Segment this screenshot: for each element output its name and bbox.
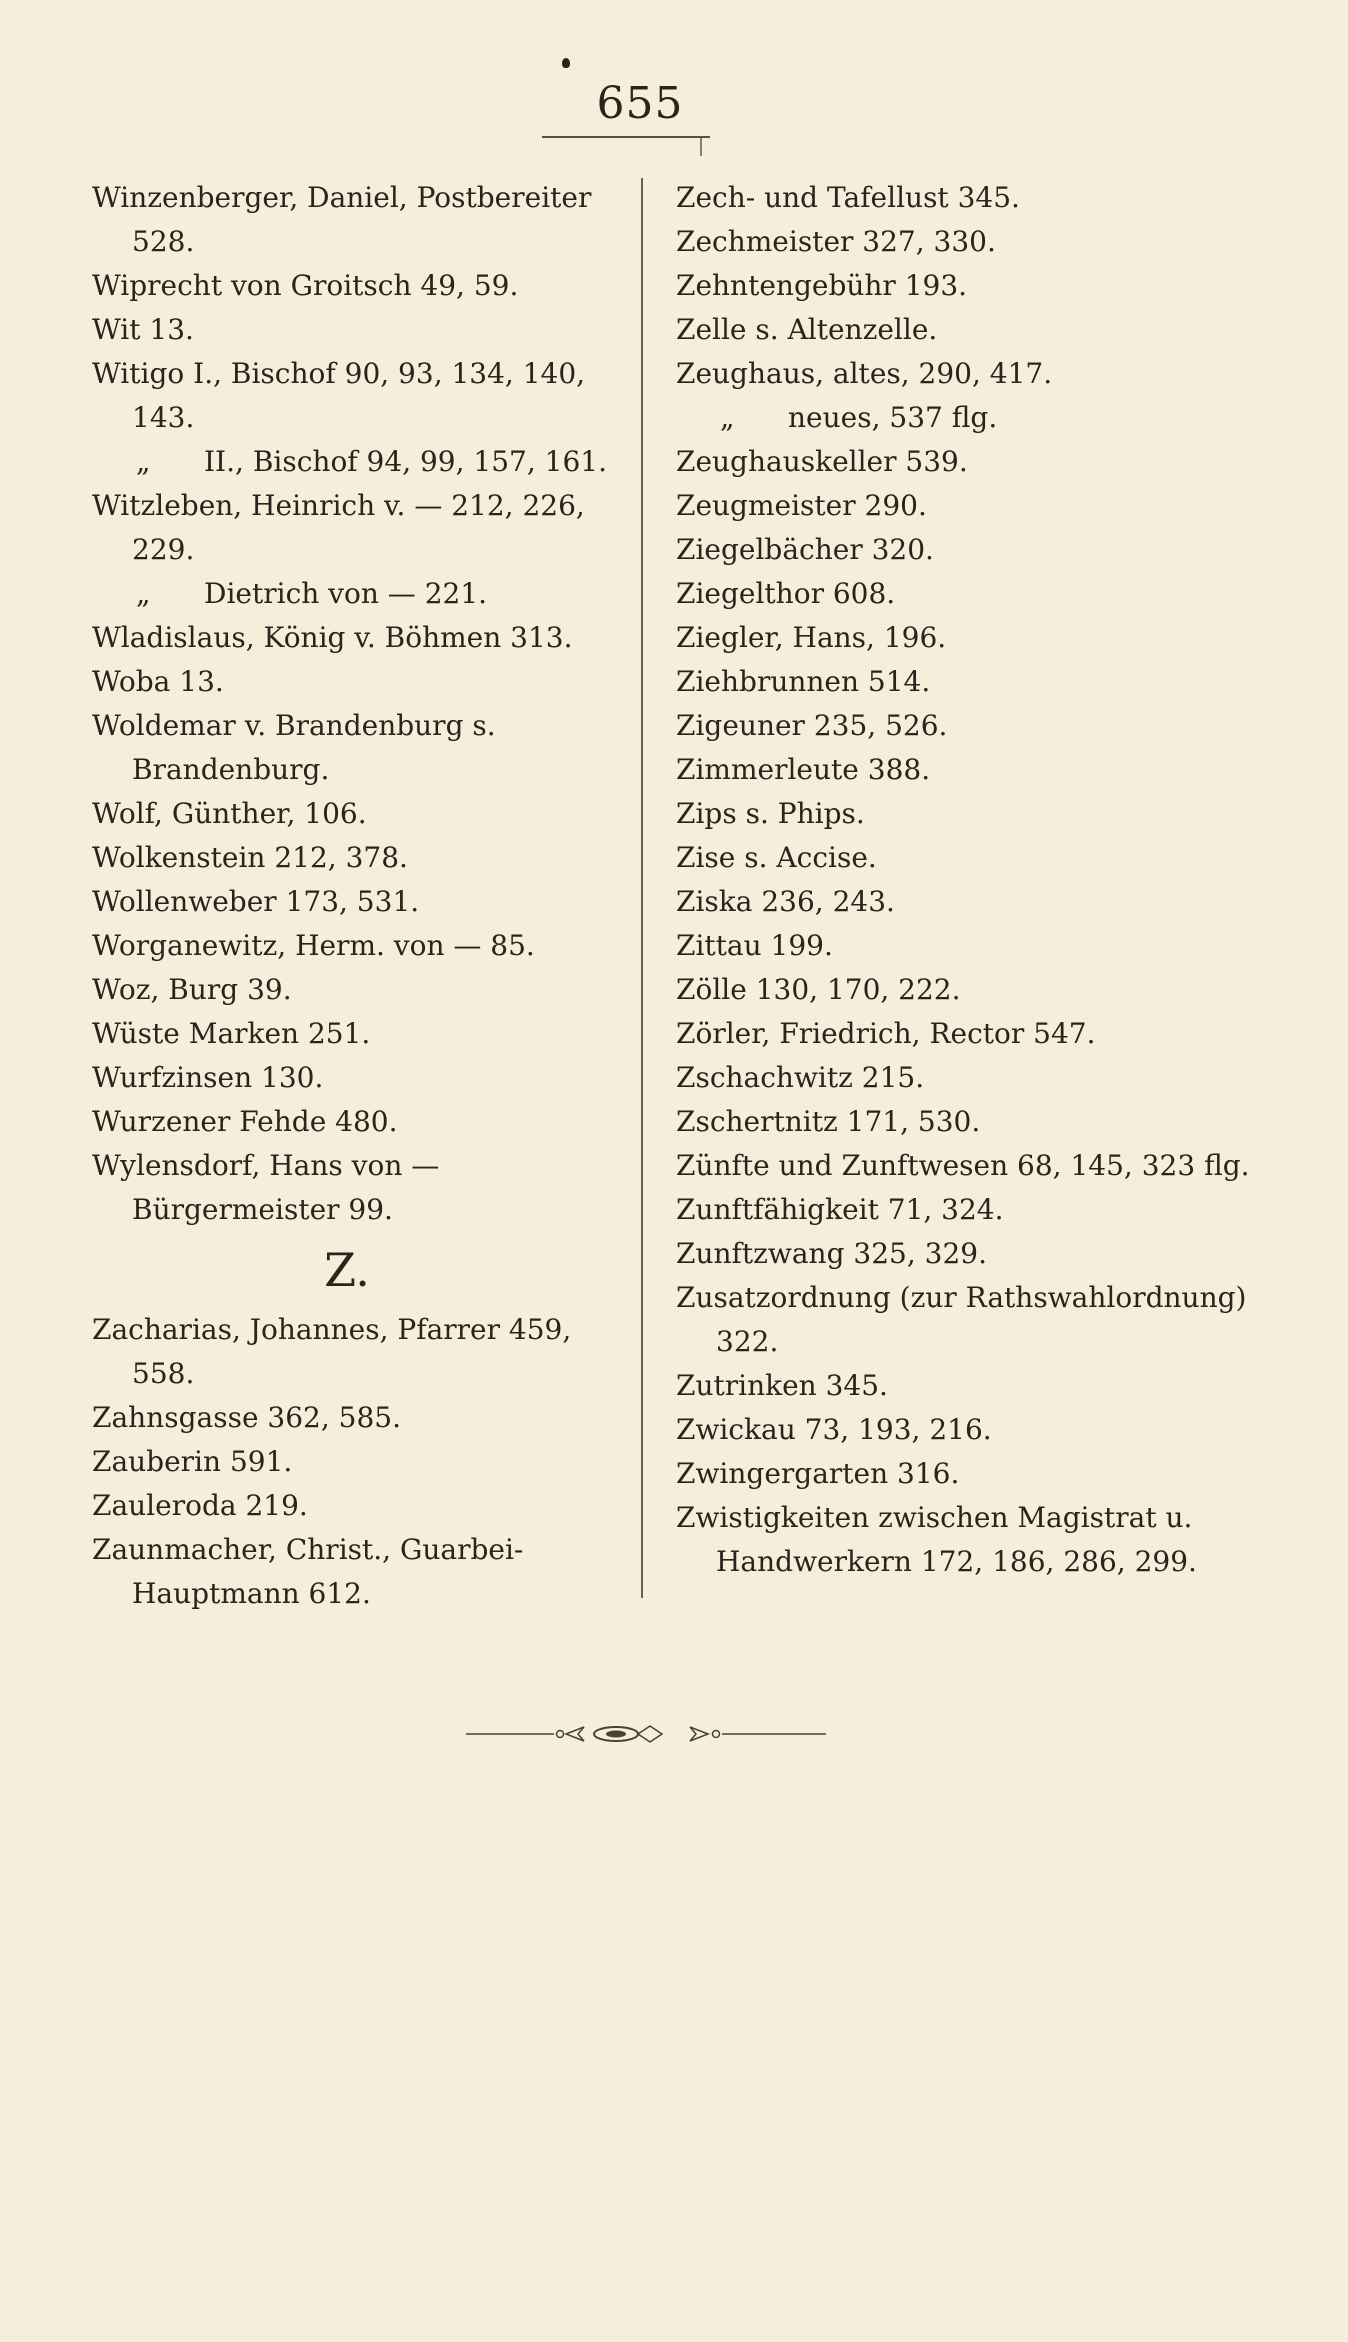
index-entry — [92, 1528, 632, 1616]
index-entry — [92, 968, 632, 1012]
index-entry — [676, 968, 1251, 1012]
index-entry-text: Zörler, Friedrich, Rector 547. — [676, 1017, 1096, 1050]
index-entry — [676, 1496, 1251, 1584]
index-entry — [676, 660, 1251, 704]
index-entry — [92, 352, 632, 440]
index-entry — [92, 660, 632, 704]
index-entry-text: Zeughauskeller 539. — [676, 445, 968, 478]
index-entry — [676, 1144, 1251, 1188]
index-entry — [676, 528, 1251, 572]
index-entry — [92, 1056, 632, 1100]
index-entry-text: Zise s. Accise. — [676, 841, 877, 874]
index-entry — [92, 924, 632, 968]
index-entry — [676, 880, 1251, 924]
index-entry-text: Dietrich von — 221. — [204, 577, 488, 610]
index-entry-text: Zeughaus, altes, 290, 417. — [676, 357, 1053, 390]
index-entry-text: Zaunmacher, Christ., Guarbei-Hauptmann 612. — [92, 1533, 524, 1610]
index-entry-text: Zauberin 591. — [92, 1445, 293, 1478]
right-entries — [676, 176, 1251, 1584]
index-entry-text: Wiprecht von Groitsch 49, 59. — [92, 269, 519, 302]
index-entry-text: Zech- und Tafellust 345. — [676, 181, 1020, 214]
index-entry — [676, 924, 1251, 968]
index-entry — [92, 308, 632, 352]
index-entry-text: Zehntengebühr 193. — [676, 269, 968, 302]
index-entry — [92, 1144, 632, 1232]
index-entry — [676, 1188, 1251, 1232]
index-entry-text: Zölle 130, 170, 222. — [676, 973, 961, 1006]
index-entry-text: Ziska 236, 243. — [676, 885, 895, 918]
index-entry-text: Witzleben, Heinrich v. — 212, 226, 229. — [92, 489, 585, 566]
index-entry — [676, 1364, 1251, 1408]
index-entry-text: Zelle s. Altenzelle. — [676, 313, 938, 346]
index-entry — [92, 440, 632, 484]
left-column — [92, 176, 632, 1616]
header-bullet — [562, 58, 570, 68]
index-entry — [676, 1408, 1251, 1452]
index-entry-text: Wolf, Günther, 106. — [92, 797, 367, 830]
index-entry — [676, 616, 1251, 660]
index-entry — [92, 1396, 632, 1440]
left-entries-z — [92, 1308, 632, 1616]
index-entry-text: Wurzener Fehde 480. — [92, 1105, 398, 1138]
index-entry — [676, 264, 1251, 308]
ornament-divider — [466, 1714, 826, 1754]
index-entry-text: Zunftfähigkeit 71, 324. — [676, 1193, 1004, 1226]
index-entry — [676, 396, 1251, 440]
index-entry — [676, 176, 1251, 220]
index-entry — [676, 440, 1251, 484]
index-entry — [676, 484, 1251, 528]
index-entry — [676, 1276, 1251, 1364]
index-entry — [676, 1452, 1251, 1496]
index-entry — [676, 1100, 1251, 1144]
index-entry — [92, 836, 632, 880]
index-entry — [676, 1012, 1251, 1056]
right-column — [676, 176, 1251, 1584]
index-entry-text: Witigo I., Bischof 90, 93, 134, 140, 143. — [92, 357, 586, 434]
index-entry — [92, 176, 632, 264]
index-entry — [676, 220, 1251, 264]
index-entry-text: Zeugmeister 290. — [676, 489, 927, 522]
index-entry-text: Ziegelthor 608. — [676, 577, 896, 610]
index-entry — [92, 484, 632, 572]
index-entry-text: Zwickau 73, 193, 216. — [676, 1413, 992, 1446]
header-rule — [542, 136, 710, 138]
index-entry-text: Wurfzinsen 130. — [92, 1061, 324, 1094]
header-tick — [700, 138, 702, 156]
index-entry-text: Ziegler, Hans, 196. — [676, 621, 947, 654]
ditto-mark: „ — [720, 401, 735, 434]
index-entry-text: Wit 13. — [92, 313, 194, 346]
index-entry — [92, 880, 632, 924]
index-entry — [676, 1056, 1251, 1100]
index-entry-text: Zigeuner 235, 526. — [676, 709, 948, 742]
index-entry-text: Zacharias, Johannes, Pfarrer 459, 558. — [92, 1313, 572, 1390]
ditto-mark: „ — [136, 445, 151, 478]
column-divider — [641, 178, 643, 1598]
index-entry — [676, 308, 1251, 352]
index-entry-text: Woz, Burg 39. — [92, 973, 292, 1006]
index-entry-text: Wylensdorf, Hans von — Bürgermeister 99. — [92, 1149, 440, 1226]
index-entry-text: Zutrinken 345. — [676, 1369, 888, 1402]
index-entry — [92, 264, 632, 308]
page-number: 655 — [596, 78, 684, 129]
ditto-mark: „ — [136, 577, 151, 610]
index-entry-text: Ziegelbächer 320. — [676, 533, 934, 566]
index-entry-text: Worganewitz, Herm. von — 85. — [92, 929, 535, 962]
index-entry — [676, 748, 1251, 792]
index-entry-text: Wüste Marken 251. — [92, 1017, 371, 1050]
index-entry-text: Ziehbrunnen 514. — [676, 665, 931, 698]
index-entry — [92, 572, 632, 616]
index-entry-text: II., Bischof 94, 99, 157, 161. — [204, 445, 608, 478]
index-entry-text: Zips s. Phips. — [676, 797, 865, 830]
index-entry — [92, 1440, 632, 1484]
index-entry-text: Zauleroda 219. — [92, 1489, 308, 1522]
index-entry-text: Zechmeister 327, 330. — [676, 225, 996, 258]
index-entry-text: Zunftzwang 325, 329. — [676, 1237, 987, 1270]
index-entry-text: Zimmerleute 388. — [676, 753, 931, 786]
index-entry — [676, 572, 1251, 616]
index-entry — [92, 1100, 632, 1144]
index-entry-text: Zittau 199. — [676, 929, 833, 962]
index-entry-text: Zusatzordnung (zur Rathswahlordnung) 322. — [676, 1281, 1247, 1358]
letter-heading: Z. — [324, 1243, 370, 1297]
index-entry-text: Zünfte und Zunftwesen 68, 145, 323 flg. — [676, 1149, 1250, 1182]
index-entry — [92, 1308, 632, 1396]
index-entry — [676, 836, 1251, 880]
index-entry-text: Wollenweber 173, 531. — [92, 885, 420, 918]
left-entries — [92, 176, 632, 1232]
index-entry-text: Zschertnitz 171, 530. — [676, 1105, 981, 1138]
index-entry — [92, 1012, 632, 1056]
index-entry-text: Zwistigkeiten zwischen Magistrat u. Handwerkern 172, 186, 286, 299. — [676, 1501, 1197, 1578]
index-entry — [676, 792, 1251, 836]
index-entry-text: Zwingergarten 316. — [676, 1457, 960, 1490]
index-entry-text: neues, 537 flg. — [788, 401, 998, 434]
index-entry-text: Woba 13. — [92, 665, 224, 698]
index-entry — [92, 616, 632, 660]
index-entry-text: Zschachwitz 215. — [676, 1061, 925, 1094]
index-entry-text: Wolkenstein 212, 378. — [92, 841, 408, 874]
index-entry — [92, 792, 632, 836]
index-entry-text: Winzenberger, Daniel, Postbereiter 528. — [92, 181, 592, 258]
index-entry — [676, 352, 1251, 396]
index-entry-text: Woldemar v. Brandenburg s. Brandenburg. — [92, 709, 496, 786]
index-entry — [676, 704, 1251, 748]
index-entry — [676, 1232, 1251, 1276]
index-entry-text: Zahnsgasse 362, 585. — [92, 1401, 401, 1434]
index-entry — [92, 1484, 632, 1528]
index-entry — [92, 704, 632, 792]
index-entry-text: Wladislaus, König v. Böhmen 313. — [92, 621, 573, 654]
